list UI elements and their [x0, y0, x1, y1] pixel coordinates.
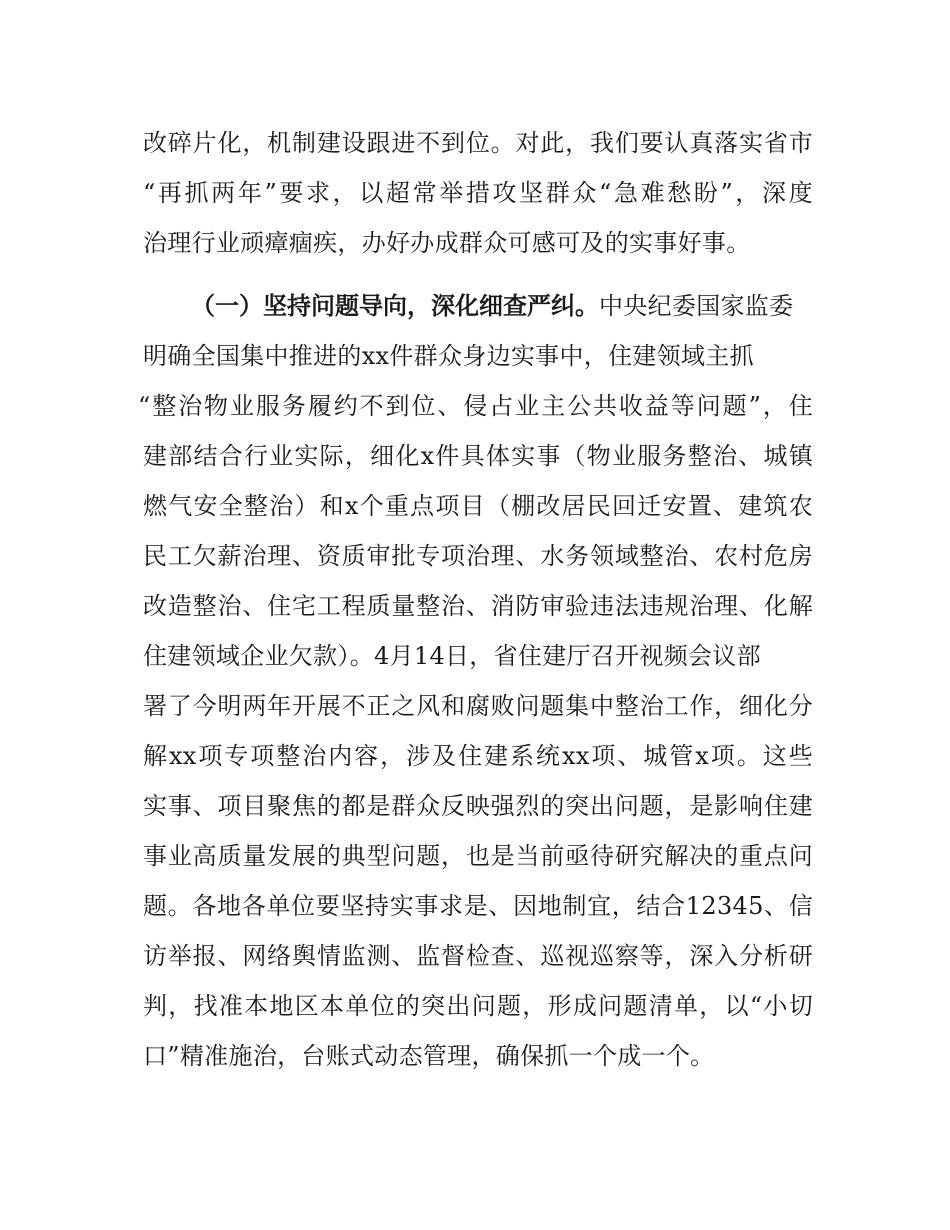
text-line: “整治物业服务履约不到位、侵占业主公共收益等问题”，住	[138, 392, 813, 420]
text-line: 建部结合行业实际，细化x件具体实事（物业服务整治、城镇	[143, 442, 813, 470]
text-line: 燃气安全整治）和x个重点项目（棚改居民回迁安置、建筑农	[143, 492, 813, 520]
text-line: 解xx项专项整治内容，涉及住建系统xx项、城管x项。这些	[143, 742, 813, 770]
text-line: 判，找准本地区本单位的突出问题，形成问题清单，以“小切	[143, 992, 813, 1020]
text-line: 口”精准施治，台账式动态管理，确保抓一个成一个。	[143, 1042, 715, 1070]
text-line: 住建领域企业欠款）。4月14日，省住建厅召开视频会议部	[143, 642, 761, 670]
text-line: 改造整治、住宅工程质量整治、消防审验违法违规治理、化解	[143, 592, 813, 620]
text-line: 题。各地各单位要坚持实事求是、因地制宜，结合12345、信	[143, 892, 813, 920]
text-line: 署了今明两年开展不正之风和腐败问题集中整治工作，细化分	[143, 692, 813, 720]
section-heading: （一）坚持问题导向，深化细查严纠。	[191, 292, 599, 320]
section-first-line	[191, 281, 813, 331]
text-run: 中央纪委国家监委	[599, 292, 794, 320]
text-line: 治理行业顽瘴痼疾，办好办成群众可感可及的实事好事。	[143, 229, 751, 257]
text-line: 事业高质量发展的典型问题，也是当前亟待研究解决的重点问	[143, 842, 813, 870]
text-line: “再抓两年”要求，以超常举措攻坚群众“急难愁盼”，深度	[143, 179, 813, 207]
text-line: 实事、项目聚焦的都是群众反映强烈的突出问题，是影响住建	[143, 792, 813, 820]
text-line: 明确全国集中推进的xx件群众身边实事中，住建领域主抓	[143, 342, 754, 370]
text-line: 访举报、网络舆情监测、监督检查、巡视巡察等，深入分析研	[143, 942, 813, 970]
text-line: 民工欠薪治理、资质审批专项治理、水务领域整治、农村危房	[143, 542, 813, 570]
text-line: 改碎片化，机制建设跟进不到位。对此，我们要认真落实省市	[143, 129, 813, 157]
